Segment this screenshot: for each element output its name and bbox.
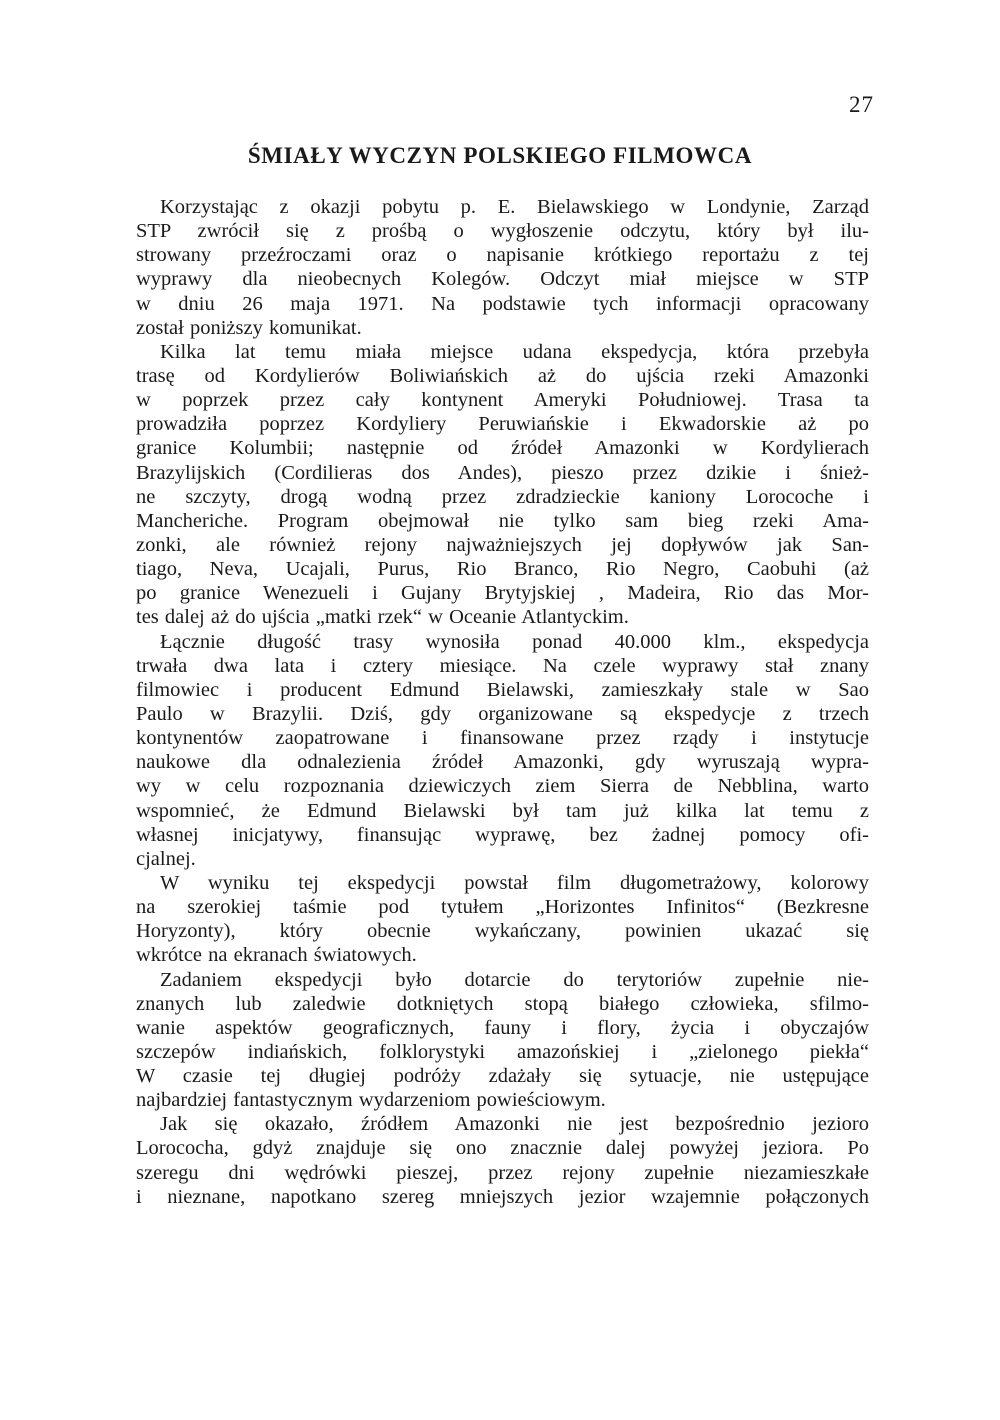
- text-line: wy w celu rozpoznania dziewiczych ziem Sierra de Nebblina, warto: [136, 775, 869, 798]
- text-line: Kilka lat temu miała miejsce udana ekspedycja, która przebyła: [160, 340, 869, 363]
- text-line: po granice Wenezueli i Gujany Brytyjskiej , Madeira, Rio das Mor-: [136, 582, 869, 605]
- text-line: własnej inicjatywy, finansując wyprawę, bez żadnej pomocy ofi-: [136, 823, 869, 846]
- text-line: kontynentów zaopatrowane i finansowane przez rządy i instytucje: [136, 727, 869, 750]
- text-line: tes dalej aż do ujścia „matki rzek“ w Oceanie Atlantyckim.: [136, 606, 629, 629]
- text-line: naukowe dla odnalezienia źródeł Amazonki, gdy wyruszają wypra-: [136, 751, 869, 774]
- text-line: Zadaniem ekspedycji było dotarcie do terytoriów zupełnie nie-: [160, 968, 869, 991]
- text-line: wyprawy dla nieobecnych Kolegów. Odczyt miał miejsce w STP: [136, 268, 869, 291]
- text-line: Łącznie długość trasy wynosiła ponad 40.000 klm., ekspedycja: [160, 630, 869, 653]
- text-line: STP zwrócił się z prośbą o wygłoszenie odczytu, który był ilu-: [136, 220, 869, 243]
- text-line: i nieznane, napotkano szereg mniejszych jezior wzajemnie połączonych: [136, 1185, 869, 1208]
- text-line: w poprzek przez cały kontynent Ameryki Południowej. Trasa ta: [136, 389, 869, 412]
- text-line: prowadziła poprzez Kordyliery Peruwiańskie i Ekwadorskie aż po: [136, 413, 869, 436]
- text-line: szczepów indiańskich, folklorystyki amazońskiej i „zielonego piekła“: [136, 1040, 869, 1063]
- page-number: 27: [849, 92, 874, 117]
- text-line: został poniższy komunikat.: [136, 316, 362, 339]
- text-line: na szerokiej taśmie pod tytułem „Horizontes Infinitos“ (Bezkresne: [136, 896, 869, 919]
- article-body: [136, 195, 869, 1209]
- text-line: Paulo w Brazylii. Dziś, gdy organizowane są ekspedycje z trzech: [136, 702, 869, 725]
- text-line: filmowiec i producent Edmund Bielawski, zamieszkały stale w Sao: [136, 678, 869, 701]
- text-line: granice Kolumbii; następnie od źródeł Amazonki w Kordylierach: [136, 437, 869, 460]
- text-line: ne szczyty, drogą wodną przez zdradzieckie kaniony Lorocoche i: [136, 485, 869, 508]
- text-line: W wyniku tej ekspedycji powstał film długometrażowy, kolorowy: [160, 871, 869, 894]
- text-line: Horyzonty), który obecnie wykańczany, powinien ukazać się: [136, 920, 869, 943]
- text-line: Jak się okazało, źródłem Amazonki nie jest bezpośrednio jezioro: [160, 1113, 869, 1136]
- text-line: w dniu 26 maja 1971. Na podstawie tych informacji opracowany: [136, 292, 869, 315]
- text-line: strowany przeźroczami oraz o napisanie krótkiego reportażu z tej: [136, 244, 869, 267]
- text-line: wkrótce na ekranach światowych.: [136, 944, 417, 967]
- text-line: Brazylijskich (Cordilieras dos Andes), pieszo przez dzikie i śnież-: [136, 461, 869, 484]
- text-line: zonki, ale również rejony najważniejszych jej dopływów jak San-: [136, 533, 869, 556]
- text-line: W czasie tej długiej podróży zdażały się sytuacje, nie ustępujące: [136, 1065, 869, 1088]
- text-line: trwała dwa lata i cztery miesiące. Na czele wyprawy stał znany: [136, 654, 869, 677]
- text-line: najbardziej fantastycznym wydarzeniom powieściowym.: [136, 1089, 606, 1112]
- text-line: Korzystając z okazji pobytu p. E. Bielawskiego w Londynie, Zarząd: [160, 196, 869, 218]
- text-line: wanie aspektów geograficznych, fauny i flory, życia i obyczajów: [136, 1016, 869, 1039]
- text-line: szeregu dni wędrówki pieszej, przez rejony zupełnie niezamieszkałe: [136, 1161, 869, 1184]
- text-line: Mancheriche. Program obejmował nie tylko sam bieg rzeki Ama-: [136, 509, 869, 532]
- text-line: trasę od Kordylierów Boliwiańskich aż do ujścia rzeki Amazonki: [136, 364, 869, 387]
- text-line: cjalnej.: [136, 847, 196, 870]
- article-title: ŚMIAŁY WYCZYN POLSKIEGO FILMOWCA: [247, 143, 753, 168]
- text-line: tiago, Neva, Ucajali, Purus, Rio Branco, Rio Negro, Caobuhi (aż: [136, 558, 869, 581]
- text-line: wspomnieć, że Edmund Bielawski był tam już kilka lat temu z: [136, 799, 869, 822]
- text-line: Lorococha, gdyż znajduje się ono znacznie dalej powyżej jeziora. Po: [136, 1137, 869, 1160]
- text-line: znanych lub zaledwie dotkniętych stopą białego człowieka, sfilmo-: [136, 992, 869, 1015]
